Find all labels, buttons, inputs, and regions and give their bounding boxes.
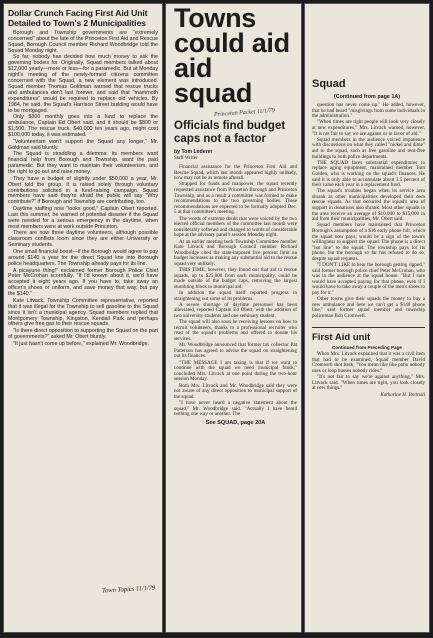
paragraph: "THE MESSAGE I am taking is that if we want to continue with the squad we need municipal funds," concluded Mrs. Litvack at one point during the two-hour session Monday.: [174, 359, 297, 383]
article3-headline: Squad: [312, 78, 346, 90]
paragraph: A severe shortage of daytime personnel has been alleviated, reported Captain Ed Obert, with the addition of two university students and one seminary student.: [174, 301, 297, 319]
paragraph: Daytime staffing now "looks good," Captain Obert reported. Last this summer, he warned of potential disaster if the Squad were needed for a serious emergency in the daytime, when most members were at work outside Princeton.: [8, 206, 158, 230]
paragraph: They have a budget of slightly under $50,000 a year, Mr. Obert told the group. It is raised solely through voluntary contributions solicited in a fund-raising campaign. Squad members have said they're afraid the public will say "Why contribute?" if Borough and Township are contributing, too.: [8, 175, 158, 206]
paragraph: "When times are tight people will look very closely at new expenditures," Mrs. Litvack warned, however, "It is not fair to say we are against or in favor of aid.": [312, 119, 425, 137]
paragraph: THE SQUAD faces substantial expenditures to replace aging equipment, maintained member Tom Golden, who is working on the squad's finances. He said it is only able to accumulate about 3.5 percent of their value each year in a replacement fund.: [312, 159, 425, 189]
clipping-continuation: [305, 4, 429, 632]
headline-line: Detailed to Town's 2 Municipalities: [8, 18, 146, 28]
paragraph: "I have never heard a negative statement about the squad," Mr. Woodbridge said. "Actually I have heard nothing one way or another. The: [174, 400, 297, 418]
byline-title: Staff Writer: [174, 156, 198, 161]
handwritten-note: Town Topics 11/1/79: [101, 584, 156, 595]
paragraph: "It just hasn't come up before," explained Mr. Woodbridge.: [13, 340, 149, 347]
paragraph: question has never come up." He added, however, that he had heard "misgivings from some individuals in the administration.": [312, 102, 425, 120]
clipping-princeton-packet: [166, 4, 301, 632]
paragraph: Mr. Woodbridge announced that former tax collector Pat Patterson has agreed to advise the squad on straightening out its finances.: [174, 342, 297, 360]
paragraph: Squad members in the audience voiced impatience with discussions on what they called "nickel and dime" aid to the squad, such as free gasoline and rent-free buildings to both police departments.: [312, 136, 425, 160]
continued-label: (Continued from page 1A): [333, 94, 401, 100]
article3-body: [305, 103, 429, 319]
paragraph: Financial assistance for the Princeton First Aid and Rescue Squad, which last month appeared highly unlikely, now may not be as remote afterall.: [174, 164, 297, 182]
paragraph: "It's not fair to say we're against anything," Mrs. Litvack said. "When times are tight, you look closely at new things.": [312, 374, 425, 392]
paragraph: The Squad is straddling a dilemma: its members want financial help from Borough and Township, want the paid paramedic. But they want to maintain their volunteerism, and the right to go out and raise money.: [8, 151, 158, 176]
article1-headline: [8, 8, 158, 28]
paragraph: "Is there direct opposition to supporting the Squad on the part of governments?" asked Mr. Obert bluntly.: [8, 328, 158, 341]
paragraph: Kate Litvack, Township Committee representative, reported that it was illegal for the Township to sell gasoline to the Squad since it isn't a municipal agency. Squad members replied that Montgomery Township, Kingston, Kendall Park and perhaps others give free gas to their rescue squads.: [8, 297, 158, 328]
byline-name: by Tom Lederer: [174, 149, 213, 155]
headline-line: Dollar Crunch Facing First Aid Unit: [8, 8, 148, 18]
byline: [174, 149, 297, 162]
paragraph: Borough and Township governments are "extremely concerned" about the fate of the Princeton First Aid and Rescue Squad, Borough Council member Richard Woodbridge told the Squad Monday night.: [8, 30, 158, 54]
paragraph: At an earlier meeting both Township Committee member Kate Litvack and Borough Council member Richard Woodbridge cited the state-imposed five percent limit on budget increases as making any substantial aid to the rescue squad very unlikely.: [174, 238, 297, 267]
paragraph: Both Mrs. Litvack and Mr. Woodbridge said they were not aware of any direct opposition to municipal support of the squad.: [174, 382, 297, 400]
paragraph: Only $300 monthly goes into a fund to replace the ambulance, Captain Ed Obert said, and it should be $800 or $1,500. The rescue truck, $40,000 ten years ago, might cost $100,000 today, it was estimated.: [8, 114, 158, 138]
paragraph: THIS TIME, however, they found out that aid to rescue squads, up to $25,000 from each municipality, could be made outside of the budget caps, removing the largest stumbling block to municipal aid.: [174, 267, 297, 290]
article4-body: [305, 352, 429, 398]
paragraph: When Mrs. Litvack explained that it was a civil item that had to be examined, Squad member David Cromwell shot back, "You mean like like patio nobody uses or loop busses nobody rides.": [312, 351, 425, 374]
article2-body: [166, 165, 301, 426]
signature: Katharine H. Bretnall: [380, 391, 425, 398]
article2-subheadline: Officials find budget caps not a factor: [174, 120, 286, 145]
paragraph: The squad will also soon be receiving lessons on how to recruit volunteers, thanks to a professional recruiter who read of the squad's problems and offered to donate his services.: [174, 319, 297, 342]
paragraph: A picayune thing!" exclaimed former Borough Police Chief Peter McCrohan scornfully. "If I'd known about it, we'd have accepted it eight years ago. If you have to, take away an officer's shoes or uniform, and save money that way, but pay the $140.": [8, 267, 158, 298]
paragraph: In addition the squad itself reported progress in straightening out some of its problems.: [174, 290, 297, 302]
paragraph: "Volunteerism won't support the Squad any longer," Mr. Goldman said bluntly.: [8, 138, 158, 151]
paragraph: "I DON'T LIKE to hear the borough getting ripped," said former borough police chief Peter McCrohan, who was in the audience at the squad house. "But I sure would have accepted paying for that phone, even if I would have to take away a couple of the men's shoes to pay for it.": [312, 262, 425, 296]
paragraph: The squad's troubles began when its service area shrank as other municipalities developed their own rescue squads. As that occurred the squad's area of support in donations also shrank. Most other squads in the area receive an average of $10,000 to $15,000 in aid from their municipalities, Mr. Obert said.: [312, 188, 425, 223]
paragraph: Other towns give their squads the money to buy a new ambulance and here we can't get a $140 phone line," said former squad member and township policeman Bob Cromwell.: [312, 296, 425, 319]
article1-body: [4, 31, 162, 348]
paragraph: Strapped for funds and manpower, the squad recently requested assistance from Princeton Borough and Princeton Township, and as a result a committee was formed to make recommendations to the two governing bodies. These recommendations are expected to be formally adopted Dec. 5 at that committee's meeting.: [174, 181, 297, 216]
paragraph: The words of extreme doubt that were voiced by the two elected official members of the committee last month were considerably softened and changed to words of considerable hope at the advisory panel's session Monday night.: [174, 215, 297, 239]
handwritten-note: Princeton Packet 11/1/79: [213, 107, 276, 119]
clipping-town-topics: [4, 4, 162, 632]
paragraph: One small financial boost—if the Borough would agree to pay around $140 a year for the direct Squad line into Borough police headquarters. The Township already pays for its line.: [8, 249, 158, 267]
paragraph: There are now three daytime volunteers, although possible classroom conflicts loom since they are either University or Seminary students.: [8, 230, 158, 249]
paragraph: So far, nobody has decided how much money to ask the governing bodies for. Originally, Squad members talked about $12,000 yearly—more or less—for a paramedic. But at Monday night's meeting of the newly-formed citizens committee concerned with the Squad, a new element was introduced. Squad member Thomas Goldman warned that rescue trucks and ambulances don't last forever, and said that "mammoth expenditures" would be required to replace old vehicles. By 1984, he said, the Squad's Harrison Street building would have to be mortgaged.: [8, 54, 158, 114]
jump-line: See SQUAD, page 20A: [205, 419, 266, 426]
article2-headline: Towns could aid aid squad: [174, 4, 290, 108]
article4-headline: First Aid unit: [312, 327, 425, 343]
continued-label: Continued from Preceding Page: [332, 345, 402, 351]
paragraph: Squad members have maintained that Princeton Borough's assumption of a $16 early phone bill, which the squad now pays, would be a sign of the town's willingness to support the squad. The phone is a direct "hot line" to the squad. The township pays for its phone, but the borough so far has refused to do so, despite squad requests.: [312, 222, 425, 262]
